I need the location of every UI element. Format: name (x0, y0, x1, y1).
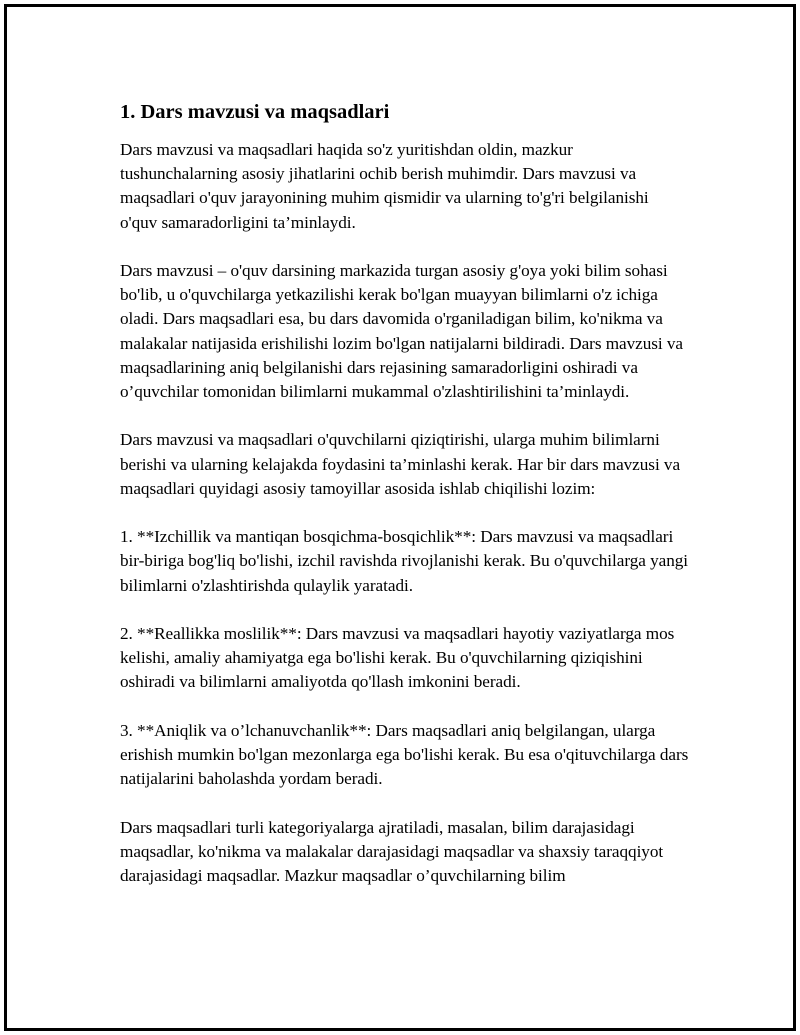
principle-item-1: 1. **Izchillik va mantiqan bosqichma-bosqichlik**: Dars mavzusi va maqsadlari bir-biriga bog'liq bo'lishi, izchil ravishda rivojlanishi kerak. Bu o'quvchilarga yangi bilimlarni o'zlashtirishda qulaylik yaratadi. (120, 527, 689, 595)
document-body (120, 100, 690, 888)
page-frame (4, 4, 796, 1031)
section-heading: 1. Dars mavzusi va maqsadlari (120, 101, 390, 123)
paragraph-principles-intro: Dars mavzusi va maqsadlari o'quvchilarni qiziqtirishi, ularga muhim bilimlarni berishi va ularning kelajakda foydasini ta’minlashi kerak. Har bir dars mavzusi va maqsadlari quyidagi asosiy tamoyillar asosida ishlab chiqilishi lozim: (120, 430, 681, 498)
paragraph-intro: Dars mavzusi va maqsadlari haqida so'z yuritishdan oldin, mazkur tushunchalarning asosiy jihatlarini ochib berish muhimdir. Dars mavzusi va maqsadlari o'quv jarayonining muhim qismidir va ularning to'g'ri belgilanishi o'quv samaradorligini ta’minlaydi. (120, 140, 649, 232)
principle-item-3: 3. **Aniqlik va o’lchanuvchanlik**: Dars maqsadlari aniq belgilangan, ularga erishish mumkin bo'lgan mezonlarga ega bo'lishi kerak. Bu esa o'qituvchilarga dars natijalarini baholashda yordam beradi. (120, 720, 689, 789)
paragraph-definition: Dars mavzusi – o'quv darsining markazida turgan asosiy g'oya yoki bilim sohasi bo'lib, u o'quvchilarga yetkazilishi kerak bo'lgan muayyan bilimlarni o'z ichiga oladi. Dars maqsadlari esa, bu dars davomida o'rganiladigan bilim, ko'nikma va malakalar natijasida erishilishi lozim bo'lgan natijalarni bildiradi. Dars mavzusi va maqsadlarining aniq belgilanishi dars rejasining samaradorligini oshiradi va o’quvchilar tomonidan bilimlarni mukammal o'zlashtirilishini ta’minlaydi. (120, 261, 684, 402)
paragraph-categories: Dars maqsadlari turli kategoriyalarga ajratiladi, masalan, bilim darajasidagi maqsadlar, ko'nikma va malakalar darajasidagi maqsadlar va shaxsiy taraqqiyot darajasidagi maqsadlar. Mazkur maqsadlar o’quvchilarning bilim (120, 817, 664, 885)
principle-item-2: 2. **Reallikka moslilik**: Dars mavzusi va maqsadlari hayotiy vaziyatlarga mos kelishi, amaliy ahamiyatga ega bo'lishi kerak. Bu o'quvchilarning qiziqishini oshiradi va bilimlarni amaliyotda qo'llash imkonini beradi. (120, 624, 675, 692)
